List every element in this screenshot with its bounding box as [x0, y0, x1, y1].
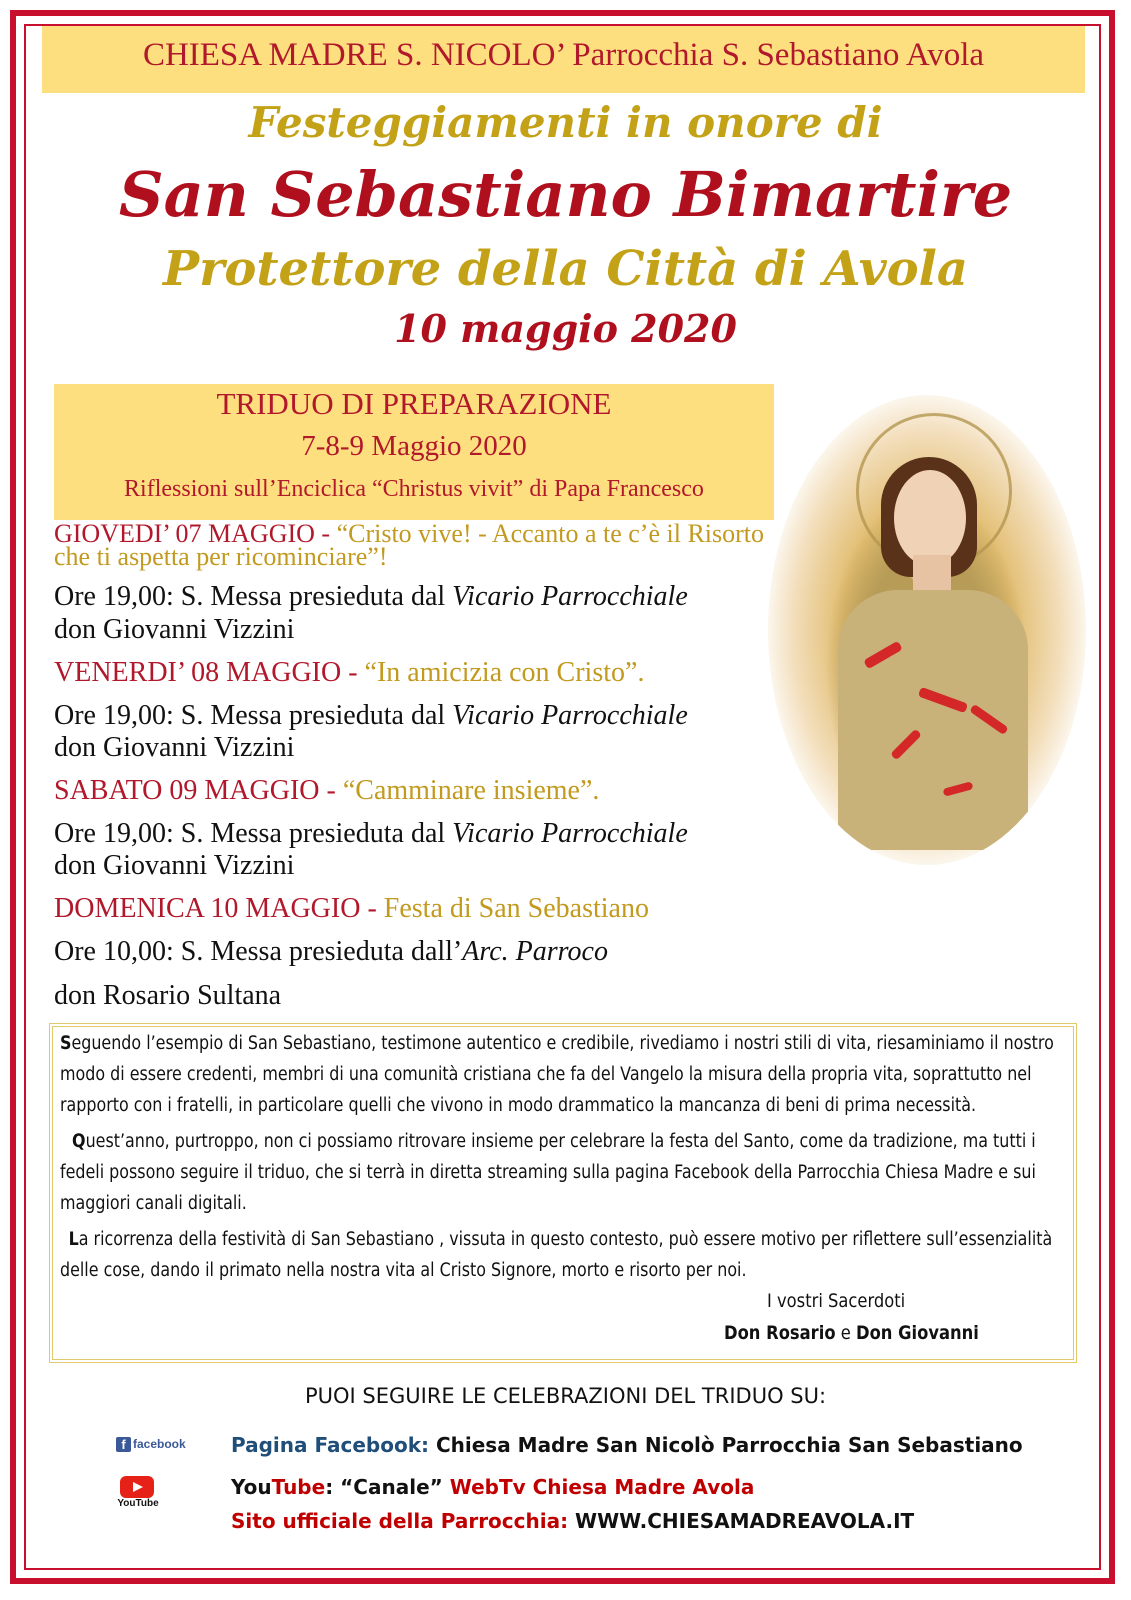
- p2-text: uest’anno, purtroppo, non ci possiamo ritrovare insieme per celebrare la festa del Santo, come da tradizione, ma tutti i fedeli possono seguire il triduo, che si terrà in diretta streaming sulla pagina Facebook della Parrocchia Chiesa Madre e sui maggiori canali digitali.: [60, 1131, 1036, 1214]
- youtube-label-tube: Tube: [271, 1475, 326, 1499]
- title-line-1: Festeggiamenti in onore di: [248, 98, 883, 147]
- youtube-icon[interactable]: [106, 1472, 170, 1514]
- title-saint-name: San Sebastiano Bimartire: [118, 158, 1013, 231]
- day-3-label: SABATO 09 MAGGIO -: [54, 775, 343, 806]
- p1-initial: S: [60, 1033, 72, 1054]
- message-paragraph-1: [60, 1028, 1066, 1121]
- day-2-mass-text: S. Messa presieduta dal: [173, 700, 453, 731]
- day-2-theme: “In amicizia con Cristo”.: [364, 657, 645, 688]
- facebook-icon[interactable]: [116, 1437, 186, 1457]
- title-protector: Protettore della Città di Avola: [162, 241, 969, 297]
- day-1-theme: “Cristo vive! - Accanto a te c’è il Risorto che ti aspetta per ricominciare”!: [54, 519, 765, 571]
- day-2-mass: [54, 700, 688, 732]
- day-4-mass: [54, 936, 608, 968]
- day-3-theme: “Camminare insieme”.: [342, 775, 600, 806]
- facebook-icon-label: facebook: [133, 1437, 186, 1451]
- day-2-celebrant: don Giovanni Vizzini: [54, 732, 295, 763]
- youtube-link-line[interactable]: [231, 1475, 754, 1499]
- saint-statue-image: [768, 395, 1086, 865]
- website-link-line[interactable]: [231, 1509, 914, 1533]
- signature-names: [724, 1322, 979, 1344]
- day-4-time: Ore 10,00:: [54, 936, 174, 967]
- statue-face: [894, 470, 966, 566]
- header-banner: CHIESA MADRE S. NICOLO’ Parrocchia S. Sebastiano Avola: [42, 26, 1085, 93]
- youtube-label-you: You: [231, 1475, 272, 1499]
- triduo-box: [54, 384, 774, 520]
- signature-and: e: [835, 1322, 857, 1344]
- day-1-celebrant: don Giovanni Vizzini: [54, 614, 295, 645]
- day-3-time: Ore 19,00:: [54, 818, 174, 849]
- day-4-label: DOMENICA 10 MAGGIO -: [54, 893, 384, 924]
- schedule-day-1: [54, 519, 770, 571]
- facebook-link-line[interactable]: [231, 1433, 1023, 1457]
- day-4-role: Arc. Parroco: [462, 936, 608, 967]
- day-1-mass: [54, 581, 688, 613]
- signature-name-2: Don Giovanni: [856, 1322, 979, 1344]
- day-1-label: GIOVEDI’ 07 MAGGIO -: [54, 519, 337, 548]
- title-date: 10 maggio 2020: [394, 306, 737, 351]
- day-2-label: VENERDI’ 08 MAGGIO -: [54, 657, 365, 688]
- website-label: Sito ufficiale della Parrocchia:: [231, 1509, 569, 1533]
- day-2-role: Vicario Parrocchiale: [452, 700, 688, 731]
- day-3-celebrant: don Giovanni Vizzini: [54, 850, 295, 881]
- schedule-day-2: [54, 657, 644, 689]
- day-4-mass-text: S. Messa presieduta dall’: [173, 936, 463, 967]
- p3-text: a ricorrenza della festività di San Sebastiano , vissuta in questo contesto, può essere motivo per riflettere sull’essenzialità delle cose, dando il primato nella nostra vita al Cristo Signore, morto e risorto per noi.: [60, 1229, 1053, 1281]
- schedule-day-3: [54, 775, 599, 807]
- p2-initial: Q: [72, 1131, 86, 1152]
- signature-name-1: Don Rosario: [724, 1322, 836, 1344]
- youtube-icon-label: YouTube: [117, 1498, 159, 1509]
- statue-robe: [838, 590, 1028, 850]
- day-1-time: Ore 19,00:: [54, 581, 174, 612]
- facebook-page-name[interactable]: Chiesa Madre San Nicolò Parrocchia San Sebastiano: [429, 1433, 1023, 1457]
- youtube-channel-name[interactable]: WebTv Chiesa Madre Avola: [449, 1475, 755, 1499]
- follow-heading: PUOI SEGUIRE LE CELEBRAZIONI DEL TRIDUO SU:: [304, 1384, 827, 1408]
- day-4-celebrant: don Rosario Sultana: [54, 980, 282, 1011]
- triduo-dates: 7-8-9 Maggio 2020: [301, 430, 527, 462]
- day-3-mass-text: S. Messa presieduta dal: [173, 818, 453, 849]
- triduo-title: TRIDUO DI PREPARAZIONE: [216, 386, 612, 421]
- triduo-subtitle: Riflessioni sull’Enciclica “Christus vivit” di Papa Francesco: [124, 476, 704, 502]
- day-4-theme: Festa di San Sebastiano: [383, 893, 649, 924]
- facebook-label: Pagina Facebook:: [231, 1433, 429, 1457]
- message-paragraph-3: [60, 1224, 1066, 1286]
- youtube-play-icon: [120, 1476, 154, 1498]
- schedule-day-4: [54, 893, 649, 925]
- youtube-channel-text: : “Canale”: [325, 1475, 450, 1499]
- day-1-mass-text: S. Messa presieduta dal: [173, 581, 453, 612]
- facebook-f-glyph: f: [116, 1437, 131, 1452]
- day-3-role: Vicario Parrocchiale: [452, 818, 688, 849]
- website-url[interactable]: WWW.CHIESAMADREAVOLA.IT: [568, 1509, 915, 1533]
- p1-text: eguendo l’esempio di San Sebastiano, testimone autentico e credibile, rivediamo i nostri stili di vita, riesaminiamo il nostro modo di essere credenti, membri di una comunità cristiana che fa del Vangelo la misura della propria vita, soprattutto nel rapporto con i fratelli, in particolare quelli che vivono in modo drammatico la mancanza di beni di prima necessità.: [60, 1033, 1054, 1116]
- p3-initial: L: [68, 1229, 79, 1250]
- message-paragraph-2: [60, 1126, 1066, 1219]
- day-2-time: Ore 19,00:: [54, 700, 174, 731]
- day-1-role: Vicario Parrocchiale: [452, 581, 688, 612]
- signature-line: I vostri Sacerdoti: [767, 1290, 906, 1312]
- day-3-mass: [54, 818, 688, 850]
